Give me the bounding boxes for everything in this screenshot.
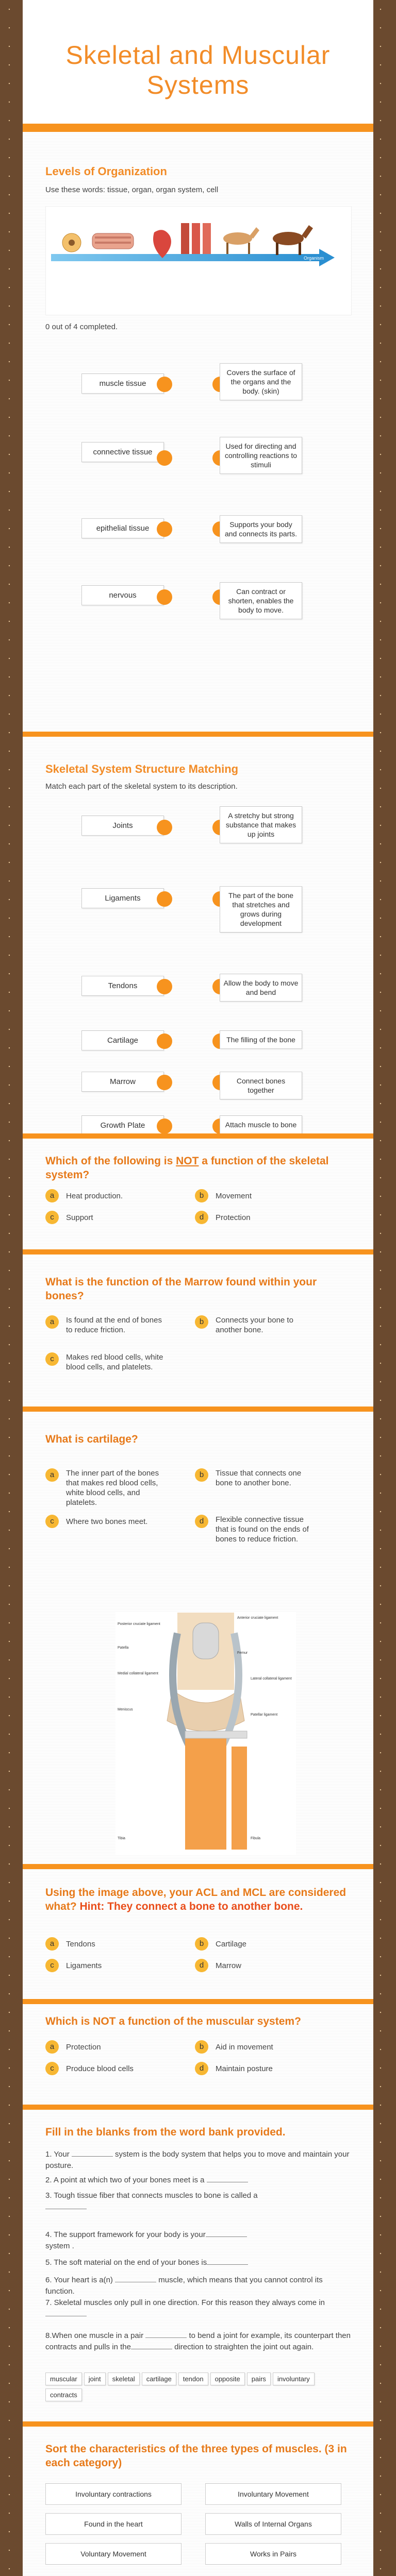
option-a-badge[interactable]: a [45,1189,59,1202]
fill-sentence: 2. A point at which two of your bones meet is a [45,2175,351,2186]
question-title: Which is NOT a function of the muscular system? [45,2015,301,2027]
option-text[interactable]: Cartilage [216,1940,247,1948]
connector-dot[interactable] [157,1118,172,1134]
match-definition[interactable]: The part of the bone that stretches and grows during development [220,886,302,933]
connector-dot[interactable] [157,891,172,907]
instruction-text: Use these words: tissue, organ, organ system, cell [45,185,219,194]
sort-item[interactable]: Involuntary Movement [205,2483,341,2505]
sort-item[interactable]: Involuntary contractions [45,2483,182,2505]
section-divider [23,732,373,737]
fill-sentence: 6. Your heart is a(n) muscle, which means that you cannot control its function. [45,2276,323,2296]
option-text[interactable]: Ligaments [66,1961,102,1970]
blank-input[interactable] [145,2330,187,2338]
match-term[interactable]: nervous [81,585,164,605]
option-a-badge[interactable]: a [45,2040,59,2054]
fill-sentence: 4. The support framework for your body is your system . [45,2229,351,2252]
blank-input[interactable] [45,2201,87,2209]
match-term[interactable]: connective tissue [81,442,164,462]
fill-sentence: 7. Skeletal muscles only pull in one direction. For this reason they always come in [45,2297,351,2320]
option-c-badge[interactable]: c [45,1515,59,1528]
match-term[interactable]: Ligaments [81,888,164,908]
section-divider [23,1864,373,1869]
match-definition[interactable]: Supports your body and connects its parts. [220,515,302,543]
blank-input[interactable] [115,2275,156,2282]
option-c-badge[interactable]: c [45,2062,59,2075]
option-a-badge[interactable]: a [45,1937,59,1951]
option-c-badge[interactable]: c [45,1211,59,1224]
match-term[interactable]: Growth Plate [81,1115,164,1136]
option-text[interactable]: Movement [216,1192,252,1200]
sort-item[interactable]: Works in Pairs [205,2543,341,2565]
worksheet-page [23,0,373,2576]
match-definition[interactable]: Allow the body to move and bend [220,974,302,1002]
question-title: Which of the following is NOT a function of the skeletal system? [45,1155,329,1181]
knee-label: Patellar ligament [251,1713,278,1717]
word-chip[interactable]: cartilage [142,2372,176,2385]
fill-sentence: 1. Your system is the body system that helps you to move and maintain your posture. [45,2150,350,2170]
connector-dot[interactable] [157,377,172,392]
fill-sentence: 5. The soft material on the end of your bones is [45,2257,351,2268]
match-term[interactable]: Cartilage [81,1030,164,1050]
knee-label: Posterior cruciate ligament [118,1622,160,1626]
option-a-badge[interactable]: a [45,1468,59,1482]
option-text[interactable]: Flexible connective tissue that is found on the ends of bones to reduce friction. [216,1515,309,1544]
section-divider [23,1406,373,1412]
option-d-badge[interactable]: d [195,1515,208,1528]
sort-item[interactable]: Walls of Internal Organs [205,2513,341,2535]
word-chip[interactable]: joint [84,2372,106,2385]
sort-section [45,2442,351,2576]
option-text[interactable]: Where two bones meet. [66,1517,148,1526]
knee-label: Anterior cruciate ligament [237,1616,278,1620]
match-definition[interactable]: Covers the surface of the organs and the body. (skin) [220,363,302,400]
word-chip[interactable]: tendon [178,2372,208,2385]
word-chip[interactable]: pairs [247,2372,271,2385]
match-definition[interactable]: The filling of the bone [220,1030,302,1049]
option-text[interactable]: Marrow [216,1961,242,1970]
connector-dot[interactable] [157,450,172,466]
option-b-badge[interactable]: b [195,1189,208,1202]
question-title: Using the image above, your ACL and MCL are considered what? Hint: They connect a bone to another bone. [45,1887,346,1912]
section-divider [23,1999,373,2004]
option-b-badge[interactable]: b [195,1315,208,1329]
connector-dot[interactable] [157,979,172,994]
connector-dot[interactable] [157,1033,172,1049]
option-a-badge[interactable]: a [45,1315,59,1329]
connector-dot[interactable] [157,521,172,537]
question-5 [45,2014,351,2102]
knee-label: Lateral collateral ligament [251,1677,292,1681]
section-divider [23,1249,373,1255]
word-bank [45,2372,351,2404]
match-definition[interactable]: Attach muscle to bone [220,1115,302,1134]
knee-label: Fibula [251,1837,261,1840]
question-2 [45,1275,351,1404]
match-term[interactable]: Joints [81,816,164,836]
question-4 [45,1886,351,2004]
option-text[interactable]: Heat production. [66,1192,123,1200]
match-term[interactable]: epithelial tissue [81,518,164,538]
option-c-badge[interactable]: c [45,1959,59,1972]
connector-dot[interactable] [157,1075,172,1090]
skeletal-matching-section [45,762,351,1159]
sort-item[interactable]: Found in the heart [45,2513,182,2535]
match-definition[interactable]: Can contract or shorten, enables the body to move. [220,582,302,619]
question-title: What is cartilage? [45,1433,138,1445]
knee-label: Tibia [118,1837,125,1840]
blank-input[interactable] [72,2149,113,2157]
title-band [23,0,373,124]
blank-input[interactable] [207,2257,248,2265]
word-chip[interactable]: involuntary [273,2372,315,2385]
blank-input[interactable] [207,2175,248,2182]
word-chip[interactable]: opposite [210,2372,245,2385]
section-title: Sort the characteristics of the three types of muscles. (3 in each category) [45,2443,347,2469]
knee-label: Medial collateral ligament [118,1672,158,1675]
match-definition[interactable]: Connect bones together [220,1072,302,1099]
word-chip[interactable]: muscular [45,2372,82,2385]
organism-label: Organism [304,256,324,261]
option-b-badge[interactable]: b [195,1468,208,1482]
match-definition[interactable]: A stretchy but strong substance that makes up joints [220,806,302,843]
option-text[interactable]: Maintain posture [216,2064,273,2073]
knee-label: Patella [118,1646,129,1650]
instruction-text: Match each part of the skeletal system to its description. [45,782,238,791]
option-d-badge[interactable]: d [195,1211,208,1224]
option-text[interactable]: Protection [66,2043,101,2052]
knee-label: Femur [237,1651,248,1655]
knee-label: Meniscus [118,1708,133,1711]
section-title: Levels of Organization [45,165,167,178]
option-text[interactable]: Connects your bone to another bone. [216,1316,293,1334]
match-definition[interactable]: Used for directing and controlling reactions to stimuli [220,437,302,474]
option-b-badge[interactable]: b [195,1937,208,1951]
match-term[interactable]: Marrow [81,1072,164,1092]
word-chip[interactable]: skeletal [108,2372,140,2385]
option-text[interactable]: Makes red blood cells, white blood cells, and platelets. [66,1353,163,1371]
option-text[interactable]: Tissue that connects one bone to another bone. [216,1469,302,1487]
option-d-badge[interactable]: d [195,1959,208,1972]
question-1 [45,1154,351,1252]
blank-input[interactable] [206,2229,247,2237]
option-text[interactable]: Produce blood cells [66,2064,134,2073]
sort-item[interactable]: Voluntary Movement [45,2543,182,2565]
knee-image [116,1613,296,1855]
option-text[interactable]: Is found at the end of bones to reduce friction. [66,1316,162,1334]
fill-sentence: 8.When one muscle in a pair to bend a joint for example, its counterpart then contracts and pulls in the direction to straighten the joint out again. [45,2331,351,2351]
connector-dot[interactable] [157,589,172,605]
organization-image [45,206,352,315]
question-3 [45,1432,351,1587]
blank-input[interactable] [45,2309,87,2316]
option-b-badge[interactable]: b [195,2040,208,2054]
section-divider [23,1133,373,1139]
option-c-badge[interactable]: c [45,1352,59,1366]
option-text[interactable]: The inner part of the bones that makes red blood cells, white blood cells, and platelets. [66,1469,159,1507]
levels-section [45,165,351,742]
question-title: What is the function of the Marrow found within your bones? [45,1276,317,1302]
option-text[interactable]: Aid in movement [216,2043,273,2052]
section-title: Skeletal System Structure Matching [45,762,239,775]
page-title: Skeletal and Muscular Systems [65,41,331,99]
section-divider [23,2105,373,2110]
match-term[interactable]: muscle tissue [81,374,164,394]
word-chip[interactable]: contracts [45,2388,82,2401]
blank-input[interactable] [131,2342,172,2349]
option-d-badge[interactable]: d [195,2062,208,2075]
option-text[interactable]: Support [66,1213,93,1222]
fill-sentence: 3. Tough tissue fiber that connects muscles to bone is called a [45,2190,351,2213]
section-title: Fill in the blanks from the word bank provided. [45,2126,286,2138]
match-term[interactable]: Tendons [81,976,164,996]
section-divider [23,2421,373,2427]
connector-dot[interactable] [157,820,172,835]
option-text[interactable]: Tendons [66,1940,95,1948]
option-text[interactable]: Protection [216,1213,251,1222]
progress-text: 0 out of 4 completed. [45,323,118,331]
title-divider [23,124,373,132]
